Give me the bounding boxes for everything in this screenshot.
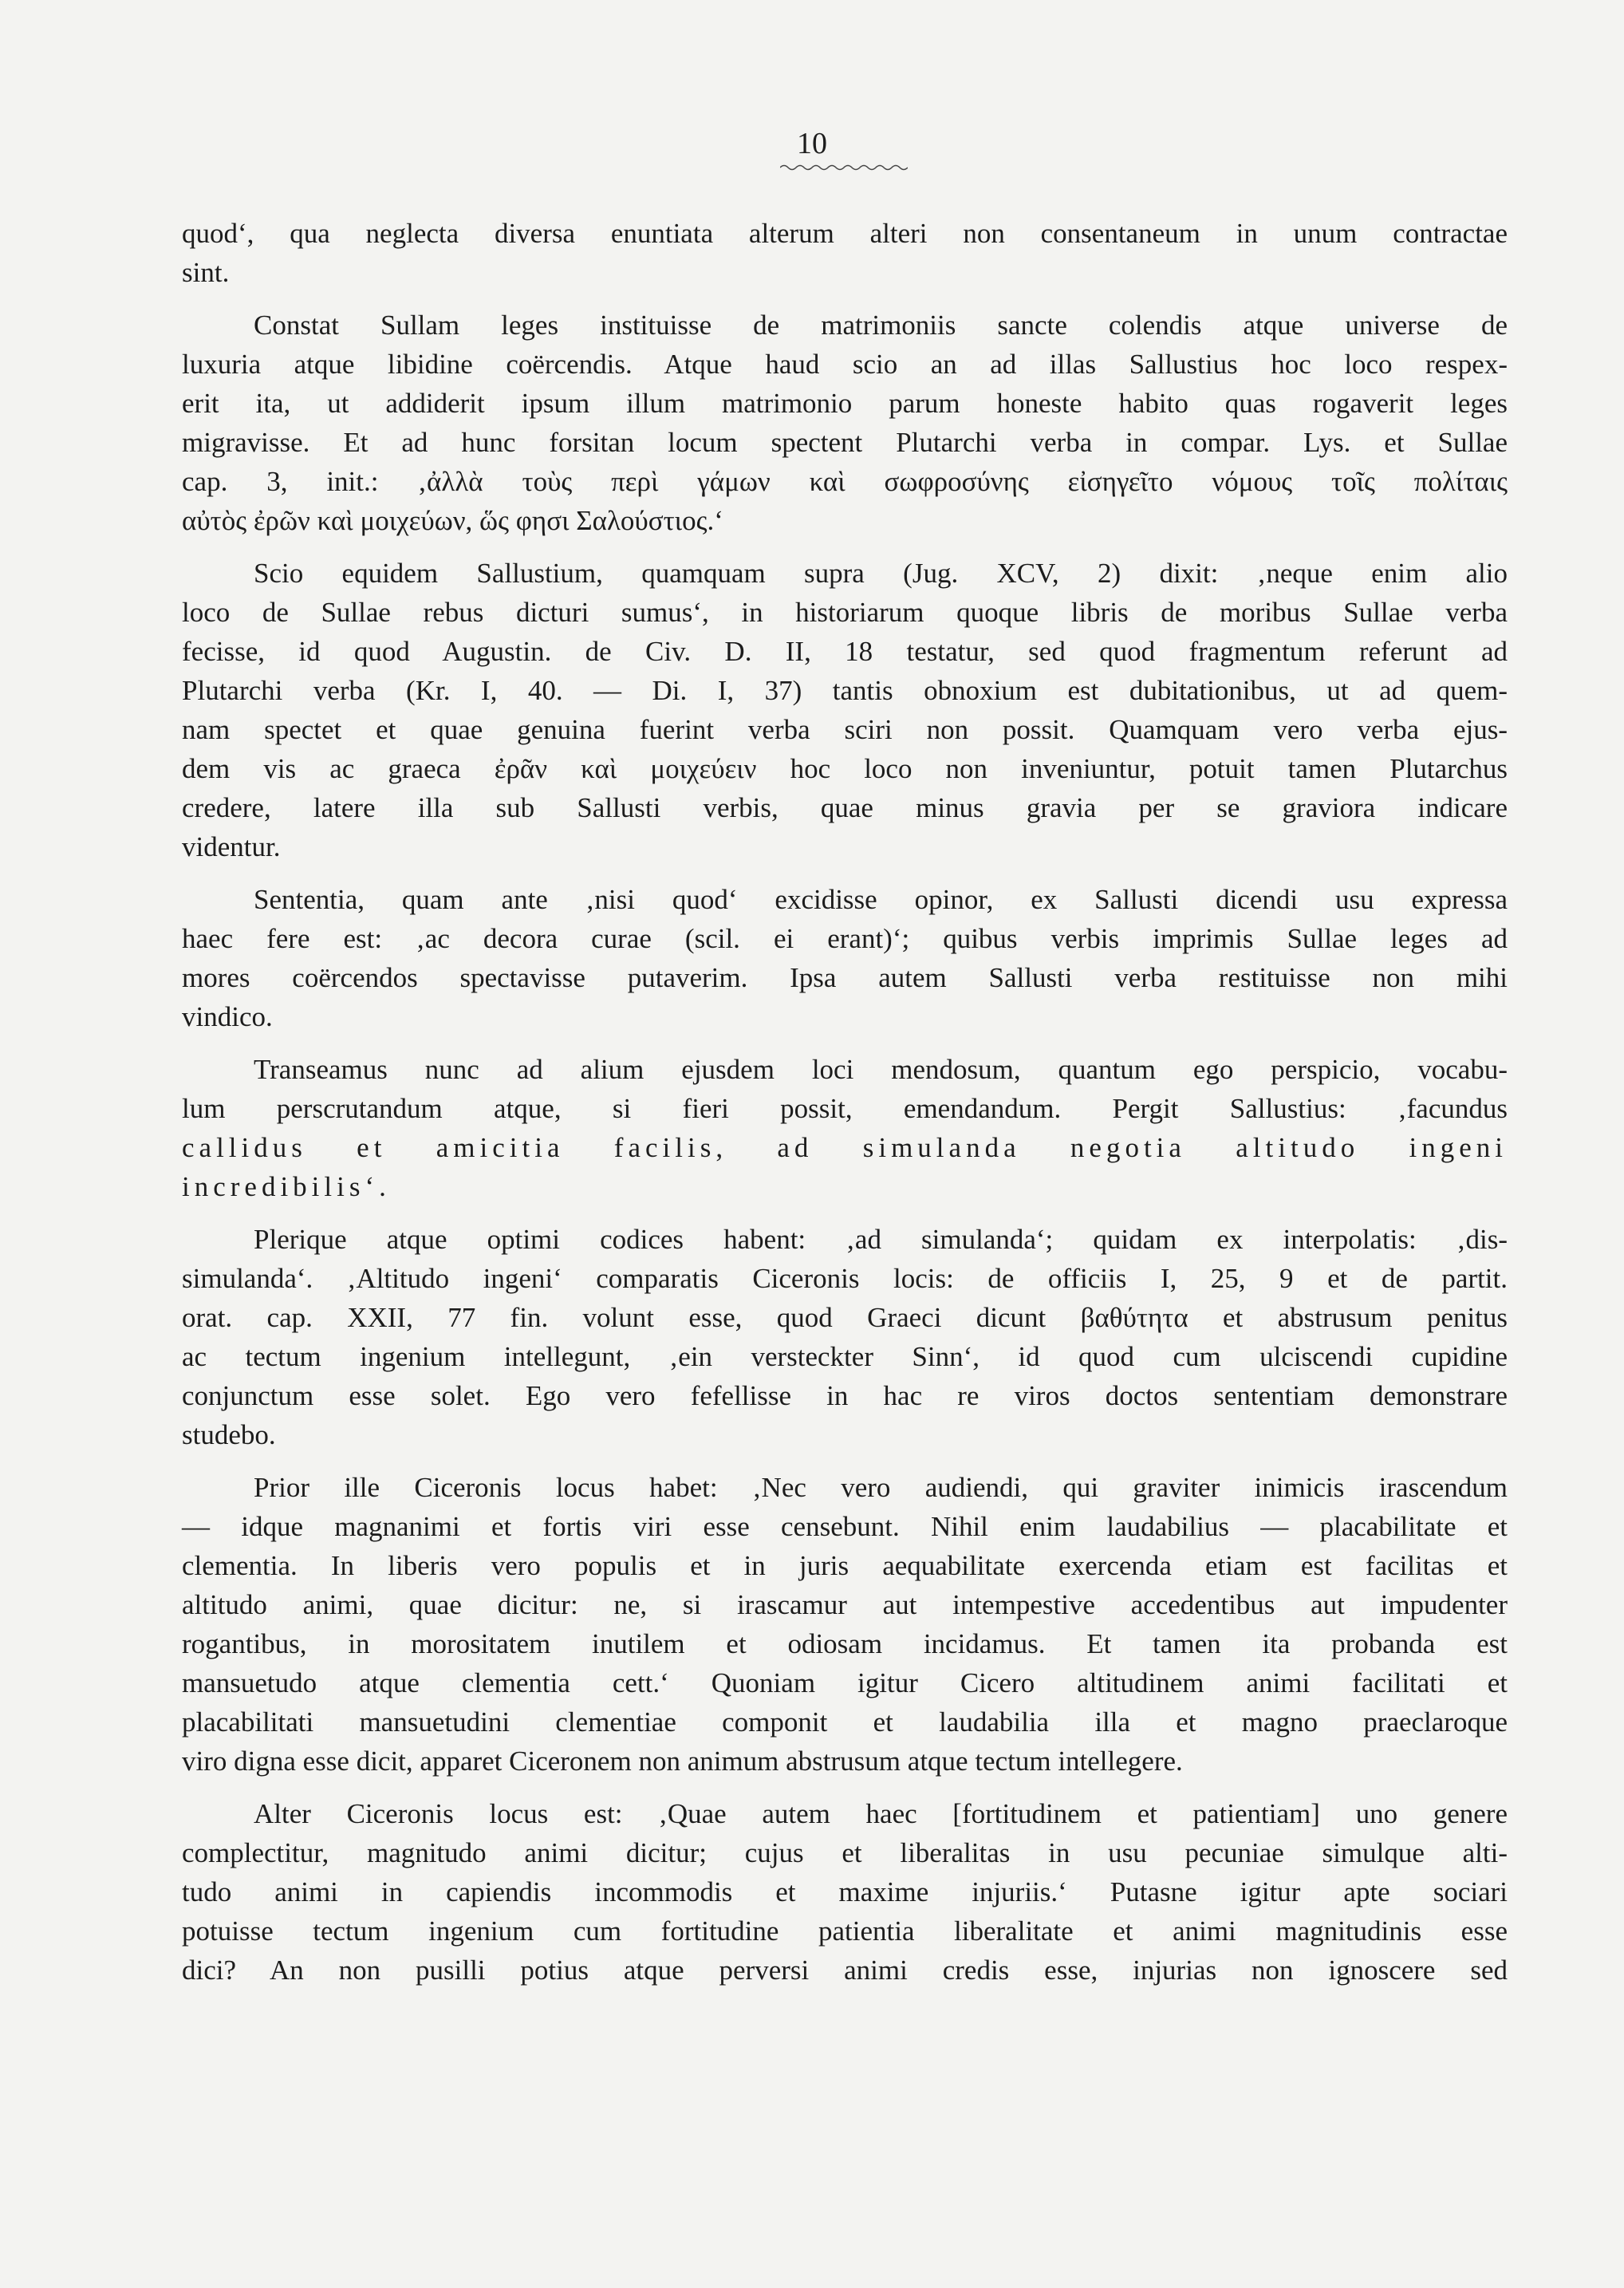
paragraph: [182, 1050, 1508, 1206]
text-line: ac tectum ingenium intellegunt, ‚ein versteckter Sinn‘, id quod cum ulciscendi cupidine: [182, 1341, 1508, 1372]
text-line: orat. cap. XXII, 77 fin. volunt esse, quod Graeci dicunt βαθύτητα et abstrusum penitus: [182, 1302, 1508, 1333]
text-line: Plutarchi verba (Kr. I, 40. — Di. I, 37) tantis obnoxium est dubitationibus, ut ad quem-: [182, 675, 1508, 706]
text-line: dici? An non pusilli potius atque perversi animi credis esse, injurias non ignoscere sed: [182, 1955, 1508, 1986]
text-line: haec fere est: ‚ac decora curae (scil. ei erant)‘; quibus verbis imprimis Sullae leges ad: [182, 923, 1508, 954]
text-line: Plerique atque optimi codices habent: ‚ad simulanda‘; quidam ex interpolatis: ‚dis-: [254, 1224, 1508, 1255]
text-line: simulanda‘. ‚Altitudo ingeni‘ comparatis Ciceronis locis: de officiis I, 25, 9 et de partit.: [182, 1263, 1508, 1294]
text-line: placabilitati mansuetudini clementiae componit et laudabilia illa et magno praeclaroque: [182, 1706, 1508, 1738]
paragraph: [182, 1468, 1508, 1781]
paragraph: [182, 880, 1508, 1036]
text-line: Alter Ciceronis locus est: ‚Quae autem haec [fortitudinem et patientiam] uno genere: [254, 1798, 1508, 1829]
text-line: mansuetudo atque clementia cett.‘ Quoniam igitur Cicero altitudinem animi facilitati et: [182, 1667, 1508, 1698]
text-line: migravisse. Et ad hunc forsitan locum spectent Plutarchi verba in compar. Lys. et Sullae: [182, 427, 1508, 458]
paragraph: [182, 554, 1508, 866]
text-line: quod‘, qua neglecta diversa enuntiata alterum alteri non consentaneum in unum contractae: [182, 218, 1508, 249]
text-line: Transeamus nunc ad alium ejusdem loci mendosum, quantum ego perspicio, vocabu-: [254, 1054, 1508, 1085]
text-line: complectitur, magnitudo animi dicitur; cujus et liberalitas in usu pecuniae simulque alti-: [182, 1837, 1508, 1868]
paragraph: [182, 306, 1508, 540]
text-line: credere, latere illa sub Sallusti verbis, quae minus gravia per se graviora indicare: [182, 792, 1508, 823]
text-line: erit ita, ut addiderit ipsum illum matrimonio parum honeste habito quas rogaverit leges: [182, 388, 1508, 419]
text-line: studebo.: [182, 1419, 276, 1450]
paragraph: [182, 214, 1508, 292]
text-line: — idque magnanimi et fortis viri esse censebunt. Nihil enim laudabilius — placabilitate et: [182, 1511, 1508, 1542]
text-line: lum perscrutandum atque, si fieri possit, emendandum. Pergit Sallustius: ‚facundus: [182, 1093, 1508, 1124]
page-number: 10: [797, 127, 827, 160]
paragraph: [182, 1794, 1508, 1990]
wavy-rule-ornament: [780, 164, 908, 172]
body-text: [182, 214, 1508, 2003]
text-line: nam spectet et quae genuina fuerint verba sciri non possit. Quamquam vero verba ejus-: [182, 714, 1508, 745]
text-line: mores coërcendos spectavisse putaverim. Ipsa autem Sallusti verba restituisse non mihi: [182, 962, 1508, 993]
text-line: loco de Sullae rebus dicturi sumus‘, in historiarum quoque libris de moribus Sullae verba: [182, 597, 1508, 628]
text-line: αὐτὸς ἐρῶν καὶ μοιχεύων, ὥς φησι Σαλούστιος.‘: [182, 505, 723, 536]
text-line: luxuria atque libidine coërcendis. Atque haud scio an ad illas Sallustius hoc loco respex-: [182, 349, 1508, 380]
text-line: altitudo animi, quae dicitur: ne, si irascamur aut intempestive accedentibus aut impudenter: [182, 1589, 1508, 1620]
text-line: conjunctum esse solet. Ego vero fefellisse in hac re viros doctos sententiam demonstrare: [182, 1380, 1508, 1411]
text-line: fecisse, id quod Augustin. de Civ. D. II, 18 testatur, sed quod fragmentum referunt ad: [182, 636, 1508, 667]
text-line: incredibilis‘.: [182, 1171, 391, 1202]
text-line: videntur.: [182, 831, 281, 862]
text-line: sint.: [182, 257, 230, 288]
text-line: dem vis ac graeca ἐρᾶν καὶ μοιχεύειν hoc loco non inveniuntur, potuit tamen Plutarchus: [182, 753, 1508, 784]
text-line: tudo animi in capiendis incommodis et maxime injuriis.‘ Putasne igitur apte sociari: [182, 1876, 1508, 1907]
text-line: cap. 3, init.: ‚ἀλλὰ τοὺς περὶ γάμων καὶ σωφροσύνης εἰσηγεῖτο νόμους τοῖς πολίταις: [182, 466, 1508, 497]
text-line: vindico.: [182, 1001, 273, 1032]
text-line: clementia. In liberis vero populis et in juris aequabilitate exercenda etiam est facilitas et: [182, 1550, 1508, 1581]
text-line: Constat Sullam leges instituisse de matrimoniis sancte colendis atque universe de: [254, 310, 1508, 341]
paragraph: [182, 1220, 1508, 1454]
text-line: potuisse tectum ingenium cum fortitudine patientia liberalitate et animi magnitudinis esse: [182, 1915, 1508, 1947]
text-line: Scio equidem Sallustium, quamquam supra (Jug. XCV, 2) dixit: ‚neque enim alio: [254, 558, 1508, 589]
text-line: viro digna esse dicit, apparet Ciceronem non animum abstrusum atque tectum intellegere.: [182, 1746, 1183, 1777]
text-line: Prior ille Ciceronis locus habet: ‚Nec vero audiendi, qui graviter inimicis irascendum: [254, 1472, 1508, 1503]
text-line: callidus et amicitia facilis, ad simulanda negotia altitudo ingeni: [182, 1132, 1508, 1163]
text-line: rogantibus, in morositatem inutilem et odiosam incidamus. Et tamen ita probanda est: [182, 1628, 1508, 1659]
text-line: Sententia, quam ante ‚nisi quod‘ excidisse opinor, ex Sallusti dicendi usu expressa: [254, 884, 1508, 915]
